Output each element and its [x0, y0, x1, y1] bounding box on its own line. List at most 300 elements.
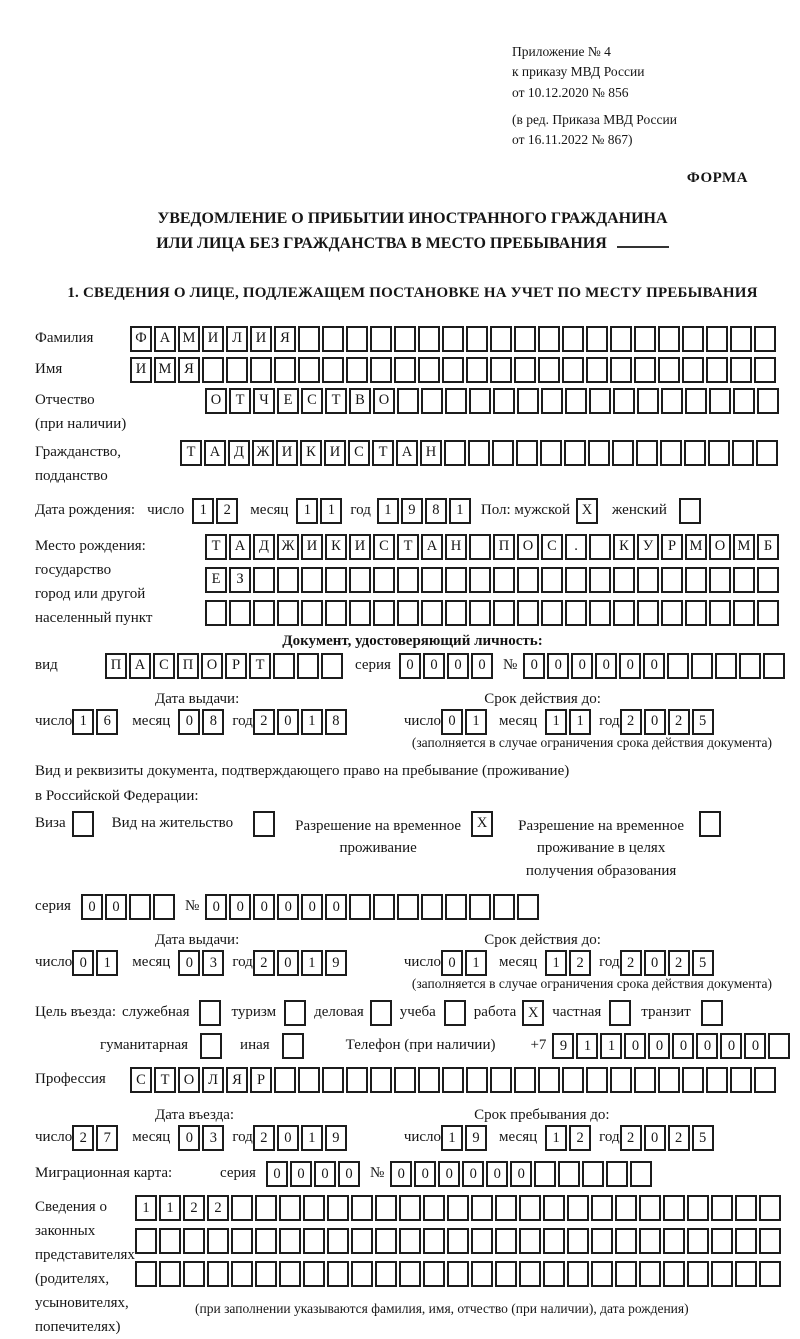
form-cell[interactable]: [447, 1261, 469, 1287]
form-cell[interactable]: 0: [399, 653, 421, 679]
form-cell[interactable]: [135, 1261, 157, 1287]
form-cell[interactable]: [298, 357, 320, 383]
form-cell[interactable]: [514, 1067, 536, 1093]
form-cell[interactable]: [687, 1195, 709, 1221]
form-cell[interactable]: [613, 600, 635, 626]
form-cell[interactable]: 1: [569, 709, 591, 735]
form-cell[interactable]: 0: [441, 709, 463, 735]
form-cell[interactable]: [562, 326, 584, 352]
form-cell[interactable]: 0: [644, 709, 666, 735]
form-cell[interactable]: 0: [447, 653, 469, 679]
form-cell[interactable]: 2: [668, 1125, 690, 1151]
form-cell[interactable]: [231, 1195, 253, 1221]
form-cell[interactable]: [610, 1067, 632, 1093]
form-cell[interactable]: [514, 326, 536, 352]
form-cell[interactable]: [399, 1228, 421, 1254]
form-cell[interactable]: [589, 600, 611, 626]
form-cell[interactable]: 8: [425, 498, 447, 524]
form-cell[interactable]: Т: [205, 534, 227, 560]
form-cell[interactable]: [301, 567, 323, 593]
form-cell[interactable]: X: [471, 811, 493, 837]
form-cell[interactable]: [567, 1195, 589, 1221]
form-cell[interactable]: [322, 357, 344, 383]
form-cell[interactable]: [586, 326, 608, 352]
form-cell[interactable]: [586, 357, 608, 383]
form-cell[interactable]: З: [229, 567, 251, 593]
form-cell[interactable]: Т: [325, 388, 347, 414]
form-cell[interactable]: [517, 894, 539, 920]
form-cell[interactable]: [538, 1067, 560, 1093]
form-cell[interactable]: П: [493, 534, 515, 560]
form-cell[interactable]: [298, 326, 320, 352]
form-cell[interactable]: [325, 567, 347, 593]
form-cell[interactable]: [202, 357, 224, 383]
form-cell[interactable]: [636, 440, 658, 466]
form-cell[interactable]: [373, 600, 395, 626]
form-cell[interactable]: 1: [441, 1125, 463, 1151]
form-cell[interactable]: 2: [569, 1125, 591, 1151]
form-cell[interactable]: [469, 894, 491, 920]
form-cell[interactable]: [687, 1228, 709, 1254]
form-cell[interactable]: 0: [441, 950, 463, 976]
form-cell[interactable]: 5: [692, 950, 714, 976]
form-cell[interactable]: А: [421, 534, 443, 560]
form-cell[interactable]: [519, 1195, 541, 1221]
form-cell[interactable]: [613, 388, 635, 414]
form-cell[interactable]: [493, 600, 515, 626]
form-cell[interactable]: [471, 1228, 493, 1254]
form-cell[interactable]: [768, 1033, 790, 1059]
form-cell[interactable]: 0: [438, 1161, 460, 1187]
form-cell[interactable]: [495, 1261, 517, 1287]
form-cell[interactable]: [682, 1067, 704, 1093]
form-cell[interactable]: 5: [692, 1125, 714, 1151]
form-cell[interactable]: С: [373, 534, 395, 560]
form-cell[interactable]: X: [576, 498, 598, 524]
form-cell[interactable]: [759, 1195, 781, 1221]
form-cell[interactable]: С: [541, 534, 563, 560]
form-cell[interactable]: [493, 567, 515, 593]
form-cell[interactable]: [658, 357, 680, 383]
form-cell[interactable]: [373, 894, 395, 920]
form-cell[interactable]: [183, 1261, 205, 1287]
form-cell[interactable]: 0: [423, 653, 445, 679]
form-cell[interactable]: [469, 567, 491, 593]
form-cell[interactable]: [739, 653, 761, 679]
form-cell[interactable]: [469, 534, 491, 560]
form-cell[interactable]: Н: [445, 534, 467, 560]
form-cell[interactable]: Л: [202, 1067, 224, 1093]
form-cell[interactable]: И: [276, 440, 298, 466]
form-cell[interactable]: [591, 1195, 613, 1221]
form-cell[interactable]: [701, 1000, 723, 1026]
form-cell[interactable]: [394, 1067, 416, 1093]
form-cell[interactable]: 9: [552, 1033, 574, 1059]
form-cell[interactable]: 0: [277, 950, 299, 976]
form-cell[interactable]: 0: [81, 894, 103, 920]
form-cell[interactable]: [541, 567, 563, 593]
form-cell[interactable]: [394, 326, 416, 352]
form-cell[interactable]: [538, 357, 560, 383]
form-cell[interactable]: [543, 1228, 565, 1254]
form-cell[interactable]: [565, 600, 587, 626]
form-cell[interactable]: 2: [569, 950, 591, 976]
form-cell[interactable]: [757, 567, 779, 593]
form-cell[interactable]: [588, 440, 610, 466]
form-cell[interactable]: [303, 1228, 325, 1254]
form-cell[interactable]: С: [348, 440, 370, 466]
form-cell[interactable]: С: [301, 388, 323, 414]
form-cell[interactable]: [301, 600, 323, 626]
form-cell[interactable]: И: [250, 326, 272, 352]
form-cell[interactable]: [200, 1033, 222, 1059]
form-cell[interactable]: [567, 1228, 589, 1254]
form-cell[interactable]: X: [522, 1000, 544, 1026]
form-cell[interactable]: Е: [277, 388, 299, 414]
form-cell[interactable]: [471, 1261, 493, 1287]
form-cell[interactable]: [277, 600, 299, 626]
form-cell[interactable]: 1: [545, 950, 567, 976]
form-cell[interactable]: [279, 1228, 301, 1254]
form-cell[interactable]: К: [300, 440, 322, 466]
form-cell[interactable]: [589, 388, 611, 414]
form-cell[interactable]: [735, 1261, 757, 1287]
form-cell[interactable]: [327, 1261, 349, 1287]
form-cell[interactable]: [183, 1228, 205, 1254]
form-cell[interactable]: [231, 1261, 253, 1287]
form-cell[interactable]: 2: [183, 1195, 205, 1221]
form-cell[interactable]: О: [178, 1067, 200, 1093]
form-cell[interactable]: [730, 326, 752, 352]
form-cell[interactable]: [444, 440, 466, 466]
form-cell[interactable]: [691, 653, 713, 679]
form-cell[interactable]: [423, 1261, 445, 1287]
form-cell[interactable]: 0: [266, 1161, 288, 1187]
form-cell[interactable]: [207, 1261, 229, 1287]
form-cell[interactable]: 0: [720, 1033, 742, 1059]
form-cell[interactable]: [685, 600, 707, 626]
form-cell[interactable]: 2: [620, 950, 642, 976]
form-cell[interactable]: [72, 811, 94, 837]
form-cell[interactable]: 7: [96, 1125, 118, 1151]
form-cell[interactable]: 1: [600, 1033, 622, 1059]
form-cell[interactable]: Т: [154, 1067, 176, 1093]
form-cell[interactable]: [663, 1261, 685, 1287]
form-cell[interactable]: 1: [301, 1125, 323, 1151]
form-cell[interactable]: [685, 388, 707, 414]
form-cell[interactable]: [253, 600, 275, 626]
form-cell[interactable]: Ч: [253, 388, 275, 414]
form-cell[interactable]: [394, 357, 416, 383]
form-cell[interactable]: [255, 1261, 277, 1287]
form-cell[interactable]: [253, 811, 275, 837]
form-cell[interactable]: [706, 326, 728, 352]
form-cell[interactable]: [732, 440, 754, 466]
form-cell[interactable]: 1: [545, 709, 567, 735]
form-cell[interactable]: А: [396, 440, 418, 466]
form-cell[interactable]: [255, 1228, 277, 1254]
form-cell[interactable]: 0: [277, 709, 299, 735]
form-cell[interactable]: 0: [547, 653, 569, 679]
form-cell[interactable]: [589, 534, 611, 560]
form-cell[interactable]: [493, 388, 515, 414]
form-cell[interactable]: [399, 1261, 421, 1287]
form-cell[interactable]: И: [301, 534, 323, 560]
form-cell[interactable]: [282, 1033, 304, 1059]
form-cell[interactable]: Б: [757, 534, 779, 560]
form-cell[interactable]: 0: [595, 653, 617, 679]
form-cell[interactable]: [373, 567, 395, 593]
form-cell[interactable]: [297, 653, 319, 679]
form-cell[interactable]: [733, 600, 755, 626]
form-cell[interactable]: [444, 1000, 466, 1026]
form-cell[interactable]: 2: [253, 709, 275, 735]
form-cell[interactable]: [685, 567, 707, 593]
form-cell[interactable]: Т: [229, 388, 251, 414]
form-cell[interactable]: [423, 1228, 445, 1254]
form-cell[interactable]: 1: [377, 498, 399, 524]
form-cell[interactable]: [421, 894, 443, 920]
form-cell[interactable]: [634, 1067, 656, 1093]
form-cell[interactable]: [661, 567, 683, 593]
form-cell[interactable]: [229, 600, 251, 626]
form-cell[interactable]: [634, 357, 656, 383]
form-cell[interactable]: [468, 440, 490, 466]
form-cell[interactable]: [466, 1067, 488, 1093]
form-cell[interactable]: [205, 600, 227, 626]
form-cell[interactable]: [706, 357, 728, 383]
form-cell[interactable]: [469, 388, 491, 414]
form-cell[interactable]: [399, 1195, 421, 1221]
form-cell[interactable]: [250, 357, 272, 383]
form-cell[interactable]: 1: [320, 498, 342, 524]
form-cell[interactable]: [709, 388, 731, 414]
form-cell[interactable]: [562, 1067, 584, 1093]
form-cell[interactable]: [682, 357, 704, 383]
form-cell[interactable]: [277, 567, 299, 593]
form-cell[interactable]: 8: [202, 709, 224, 735]
form-cell[interactable]: 9: [465, 1125, 487, 1151]
form-cell[interactable]: Р: [661, 534, 683, 560]
form-cell[interactable]: 1: [135, 1195, 157, 1221]
form-cell[interactable]: 0: [672, 1033, 694, 1059]
form-cell[interactable]: 0: [314, 1161, 336, 1187]
form-cell[interactable]: Т: [180, 440, 202, 466]
form-cell[interactable]: [375, 1261, 397, 1287]
form-cell[interactable]: 2: [72, 1125, 94, 1151]
form-cell[interactable]: 0: [253, 894, 275, 920]
form-cell[interactable]: [274, 357, 296, 383]
form-cell[interactable]: 2: [668, 709, 690, 735]
form-cell[interactable]: [492, 440, 514, 466]
form-cell[interactable]: [349, 567, 371, 593]
form-cell[interactable]: [375, 1195, 397, 1221]
form-cell[interactable]: 0: [290, 1161, 312, 1187]
form-cell[interactable]: [445, 388, 467, 414]
form-cell[interactable]: [661, 388, 683, 414]
form-cell[interactable]: 0: [229, 894, 251, 920]
form-cell[interactable]: [615, 1261, 637, 1287]
form-cell[interactable]: [658, 1067, 680, 1093]
form-cell[interactable]: [273, 653, 295, 679]
form-cell[interactable]: 3: [202, 950, 224, 976]
form-cell[interactable]: [639, 1228, 661, 1254]
form-cell[interactable]: [327, 1228, 349, 1254]
form-cell[interactable]: [159, 1228, 181, 1254]
form-cell[interactable]: [711, 1195, 733, 1221]
form-cell[interactable]: [615, 1228, 637, 1254]
form-cell[interactable]: А: [129, 653, 151, 679]
form-cell[interactable]: [730, 1067, 752, 1093]
form-cell[interactable]: 1: [296, 498, 318, 524]
form-cell[interactable]: [397, 600, 419, 626]
form-cell[interactable]: [129, 894, 151, 920]
form-cell[interactable]: 2: [620, 1125, 642, 1151]
form-cell[interactable]: 0: [643, 653, 665, 679]
form-cell[interactable]: [730, 357, 752, 383]
form-cell[interactable]: [418, 1067, 440, 1093]
form-cell[interactable]: [610, 357, 632, 383]
form-cell[interactable]: [493, 894, 515, 920]
form-cell[interactable]: [351, 1228, 373, 1254]
form-cell[interactable]: М: [733, 534, 755, 560]
form-cell[interactable]: 0: [338, 1161, 360, 1187]
form-cell[interactable]: 6: [96, 709, 118, 735]
form-cell[interactable]: 0: [462, 1161, 484, 1187]
form-cell[interactable]: А: [204, 440, 226, 466]
form-cell[interactable]: [421, 388, 443, 414]
form-cell[interactable]: [630, 1161, 652, 1187]
form-cell[interactable]: 1: [72, 709, 94, 735]
form-cell[interactable]: [445, 894, 467, 920]
form-cell[interactable]: [637, 388, 659, 414]
form-cell[interactable]: 0: [178, 1125, 200, 1151]
form-cell[interactable]: [490, 326, 512, 352]
form-cell[interactable]: О: [205, 388, 227, 414]
form-cell[interactable]: 0: [696, 1033, 718, 1059]
form-cell[interactable]: [199, 1000, 221, 1026]
form-cell[interactable]: [567, 1261, 589, 1287]
form-cell[interactable]: 1: [96, 950, 118, 976]
form-cell[interactable]: 5: [692, 709, 714, 735]
form-cell[interactable]: [709, 600, 731, 626]
form-cell[interactable]: [679, 498, 701, 524]
form-cell[interactable]: [639, 1261, 661, 1287]
form-cell[interactable]: [591, 1261, 613, 1287]
form-cell[interactable]: 0: [301, 894, 323, 920]
form-cell[interactable]: О: [373, 388, 395, 414]
form-cell[interactable]: [699, 811, 721, 837]
form-cell[interactable]: [370, 326, 392, 352]
form-cell[interactable]: [346, 357, 368, 383]
form-cell[interactable]: [715, 653, 737, 679]
form-cell[interactable]: [763, 653, 785, 679]
form-cell[interactable]: [303, 1261, 325, 1287]
form-cell[interactable]: [421, 567, 443, 593]
form-cell[interactable]: 1: [159, 1195, 181, 1221]
form-cell[interactable]: [321, 653, 343, 679]
form-cell[interactable]: [442, 1067, 464, 1093]
form-cell[interactable]: 0: [510, 1161, 532, 1187]
form-cell[interactable]: Т: [372, 440, 394, 466]
form-cell[interactable]: [423, 1195, 445, 1221]
form-cell[interactable]: [514, 357, 536, 383]
form-cell[interactable]: [706, 1067, 728, 1093]
form-cell[interactable]: 0: [644, 1125, 666, 1151]
form-cell[interactable]: [534, 1161, 556, 1187]
form-cell[interactable]: [135, 1228, 157, 1254]
form-cell[interactable]: [519, 1261, 541, 1287]
form-cell[interactable]: [442, 357, 464, 383]
form-cell[interactable]: И: [324, 440, 346, 466]
form-cell[interactable]: [562, 357, 584, 383]
form-cell[interactable]: [517, 388, 539, 414]
form-cell[interactable]: [709, 567, 731, 593]
form-cell[interactable]: [558, 1161, 580, 1187]
form-cell[interactable]: [591, 1228, 613, 1254]
form-cell[interactable]: [490, 1067, 512, 1093]
form-cell[interactable]: [469, 600, 491, 626]
form-cell[interactable]: [397, 388, 419, 414]
form-cell[interactable]: [351, 1261, 373, 1287]
form-cell[interactable]: 0: [277, 1125, 299, 1151]
form-cell[interactable]: Т: [249, 653, 271, 679]
form-cell[interactable]: [658, 326, 680, 352]
form-cell[interactable]: [541, 388, 563, 414]
form-cell[interactable]: [370, 1000, 392, 1026]
form-cell[interactable]: 2: [253, 1125, 275, 1151]
form-cell[interactable]: [711, 1261, 733, 1287]
form-cell[interactable]: И: [202, 326, 224, 352]
form-cell[interactable]: [663, 1228, 685, 1254]
form-cell[interactable]: [284, 1000, 306, 1026]
form-cell[interactable]: [757, 388, 779, 414]
form-cell[interactable]: [543, 1195, 565, 1221]
form-cell[interactable]: Я: [274, 326, 296, 352]
form-cell[interactable]: [612, 440, 634, 466]
form-cell[interactable]: У: [637, 534, 659, 560]
form-cell[interactable]: [159, 1261, 181, 1287]
form-cell[interactable]: [397, 894, 419, 920]
form-cell[interactable]: [667, 653, 689, 679]
form-cell[interactable]: 0: [414, 1161, 436, 1187]
form-cell[interactable]: [733, 388, 755, 414]
form-cell[interactable]: М: [685, 534, 707, 560]
form-cell[interactable]: И: [130, 357, 152, 383]
form-cell[interactable]: Ж: [277, 534, 299, 560]
form-cell[interactable]: [447, 1228, 469, 1254]
form-cell[interactable]: Ж: [252, 440, 274, 466]
form-cell[interactable]: [637, 567, 659, 593]
form-cell[interactable]: [442, 326, 464, 352]
form-cell[interactable]: [586, 1067, 608, 1093]
form-cell[interactable]: 0: [178, 709, 200, 735]
form-cell[interactable]: 0: [624, 1033, 646, 1059]
form-cell[interactable]: [639, 1195, 661, 1221]
form-cell[interactable]: [279, 1261, 301, 1287]
form-cell[interactable]: [613, 567, 635, 593]
form-cell[interactable]: [615, 1195, 637, 1221]
form-cell[interactable]: П: [105, 653, 127, 679]
form-cell[interactable]: [517, 567, 539, 593]
form-cell[interactable]: К: [613, 534, 635, 560]
form-cell[interactable]: [733, 567, 755, 593]
form-cell[interactable]: 0: [178, 950, 200, 976]
form-cell[interactable]: [759, 1228, 781, 1254]
form-cell[interactable]: [708, 440, 730, 466]
form-cell[interactable]: 1: [192, 498, 214, 524]
form-cell[interactable]: [541, 600, 563, 626]
